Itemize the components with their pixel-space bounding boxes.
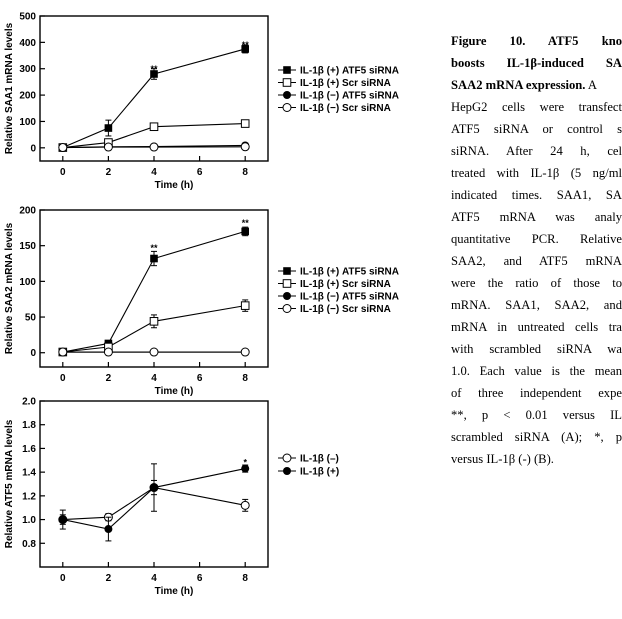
marker-open-circle [283,454,291,462]
significance-marker: ** [241,218,249,229]
marker-filled-circle [104,525,112,533]
significance-marker: ** [241,40,249,51]
caption-text: mRNA in untreated cells tra [451,320,622,334]
caption-text: ATF5 siRNA or control s [451,122,622,136]
caption-line [451,96,622,118]
caption-text: indicated times. SAA1, SA [451,188,622,202]
marker-open-circle [59,144,67,152]
significance-marker: * [243,457,247,468]
x-tick-label: 8 [242,573,248,584]
marker-open-circle [283,104,291,112]
legend-label: IL-1β (+) ATF5 siRNA [300,266,399,278]
caption-line [451,52,622,74]
x-tick-label: 6 [196,373,203,384]
marker-filled-square [105,124,113,132]
y-tick-label: 0 [30,348,36,360]
y-tick-label: 200 [19,205,36,217]
x-tick-label: 6 [196,167,203,178]
marker-filled-square [283,66,291,74]
legend-label: IL-1β (+) Scr siRNA [300,78,391,89]
x-tick-label: 0 [60,573,66,584]
y-tick-label: 0 [30,143,36,155]
x-tick-label: 0 [60,167,66,178]
marker-open-circle [241,143,249,151]
caption-line [451,272,622,294]
y-tick-label: 400 [19,37,36,49]
caption-text: **, p < 0.01 versus IL [451,408,622,422]
chart-panel-b-atf5 [4,397,339,598]
series-filled-square [59,45,249,151]
marker-open-square [150,123,158,131]
marker-open-square [283,79,291,87]
caption-text: with scrambled siRNA wa [451,342,622,356]
marker-open-square [150,318,158,326]
caption-line [451,294,622,316]
marker-filled-square [283,267,291,275]
y-tick-label: 1.4 [22,467,36,479]
x-tick-label: 6 [196,573,203,584]
caption-line [451,118,622,140]
marker-open-square [241,302,249,310]
y-axis-label: Relative SAA2 mRNA levels [4,222,15,355]
legend-label: IL-1β (−) ATF5 siRNA [300,291,399,303]
x-tick-label: 2 [105,573,112,584]
legend-label: IL-1β (+) Scr siRNA [300,279,391,290]
figure-caption [451,30,622,470]
caption-text: versus IL-1β (-) (B). [451,452,554,466]
y-tick-label: 1.8 [22,420,36,432]
y-tick-label: 300 [19,64,36,76]
marker-open-circle [150,348,158,356]
caption-text: SAA2, and ATF5 mRNA [451,254,622,268]
marker-open-circle [283,305,291,313]
legend-label: IL-1β (+) [300,466,340,478]
caption-bold-text: Figure 10. ATF5 kno [451,34,622,48]
marker-filled-square [150,255,158,263]
y-tick-label: 100 [19,276,36,288]
caption-line [451,228,622,250]
caption-line [451,338,622,360]
marker-open-circle [241,501,249,509]
marker-open-circle [241,348,249,356]
caption-line [451,30,622,52]
caption-text: HepG2 cells were transfect [451,100,622,114]
significance-marker: ** [150,243,158,254]
caption-text: 1.0. Each value is the mean [451,364,622,378]
y-axis-label: Relative SAA1 mRNA levels [4,22,15,155]
caption-line [451,360,622,382]
marker-filled-circle [283,467,291,475]
legend-label: IL-1β (–) [300,453,339,465]
caption-line [451,206,622,228]
caption-line [451,448,622,470]
chart-panel-a-saa1 [4,12,399,192]
y-tick-label: 0.8 [22,538,36,550]
caption-bold-text: SAA2 mRNA expression. [451,78,586,92]
marker-open-square [241,120,249,128]
caption-text: ATF5 mRNA was analy [451,210,622,224]
legend [278,66,399,115]
marker-filled-circle [283,91,291,99]
legend-label: IL-1β (−) ATF5 siRNA [300,90,399,102]
y-tick-label: 1.6 [22,443,36,455]
series-line [63,306,245,352]
y-tick-label: 500 [19,11,36,23]
marker-open-circle [59,348,67,356]
caption-text: siRNA. After 24 h, cel [451,144,622,158]
marker-open-circle [150,143,158,151]
caption-text: treated with IL-1β (5 ng/ml [451,166,622,180]
caption-line [451,404,622,426]
caption-text: scrambled siRNA (A); *, p [451,430,622,444]
x-axis-label: Time (h) [154,386,194,397]
caption-line [451,316,622,338]
x-tick-label: 0 [60,373,66,384]
y-tick-label: 50 [24,312,36,324]
x-axis-label: Time (h) [154,586,194,597]
significance-marker: ** [150,64,158,75]
marker-open-circle [104,143,112,151]
caption-line [451,382,622,404]
y-tick-label: 1.0 [22,515,36,527]
marker-filled-square [241,228,249,236]
caption-line [451,250,622,272]
marker-filled-circle [59,516,67,524]
caption-bold-text: boosts IL-1β-induced SA [451,56,622,70]
caption-line [451,426,622,448]
caption-text: of three independent expe [451,386,622,400]
marker-open-square [283,280,291,288]
y-axis-label: Relative ATF5 mRNA levels [4,419,15,549]
marker-open-circle [104,348,112,356]
caption-line [451,184,622,206]
y-tick-label: 2.0 [22,396,36,408]
legend-label: IL-1β (−) Scr siRNA [300,304,391,315]
legend [278,454,339,478]
series-open-circle [59,143,249,152]
y-tick-label: 150 [19,241,36,253]
caption-line [451,74,622,96]
plot-frame [40,210,268,367]
x-axis-label: Time (h) [154,180,194,191]
caption-text: mRNA. SAA1, SAA2, and [451,298,622,312]
marker-filled-circle [283,292,291,300]
caption-line [451,140,622,162]
series-filled-circle [59,464,249,541]
legend-label: IL-1β (−) Scr siRNA [300,103,391,114]
caption-text: quantitative PCR. Relative [451,232,622,246]
x-tick-label: 8 [242,373,248,384]
caption-line [451,162,622,184]
x-tick-label: 4 [151,373,157,384]
caption-text: were the ratio of those to [451,276,622,290]
x-tick-label: 4 [151,573,157,584]
legend [278,267,399,316]
x-tick-label: 2 [105,373,112,384]
chart-panel-a-saa2 [4,206,399,398]
caption-text: A [585,78,598,92]
legend-label: IL-1β (+) ATF5 siRNA [300,65,399,77]
x-tick-label: 8 [242,167,248,178]
y-tick-label: 1.2 [22,491,36,503]
plot-frame [40,16,268,161]
x-tick-label: 4 [151,167,157,178]
marker-filled-circle [150,484,158,492]
y-tick-label: 100 [19,116,36,128]
x-tick-label: 2 [105,167,112,178]
y-tick-label: 200 [19,90,36,102]
